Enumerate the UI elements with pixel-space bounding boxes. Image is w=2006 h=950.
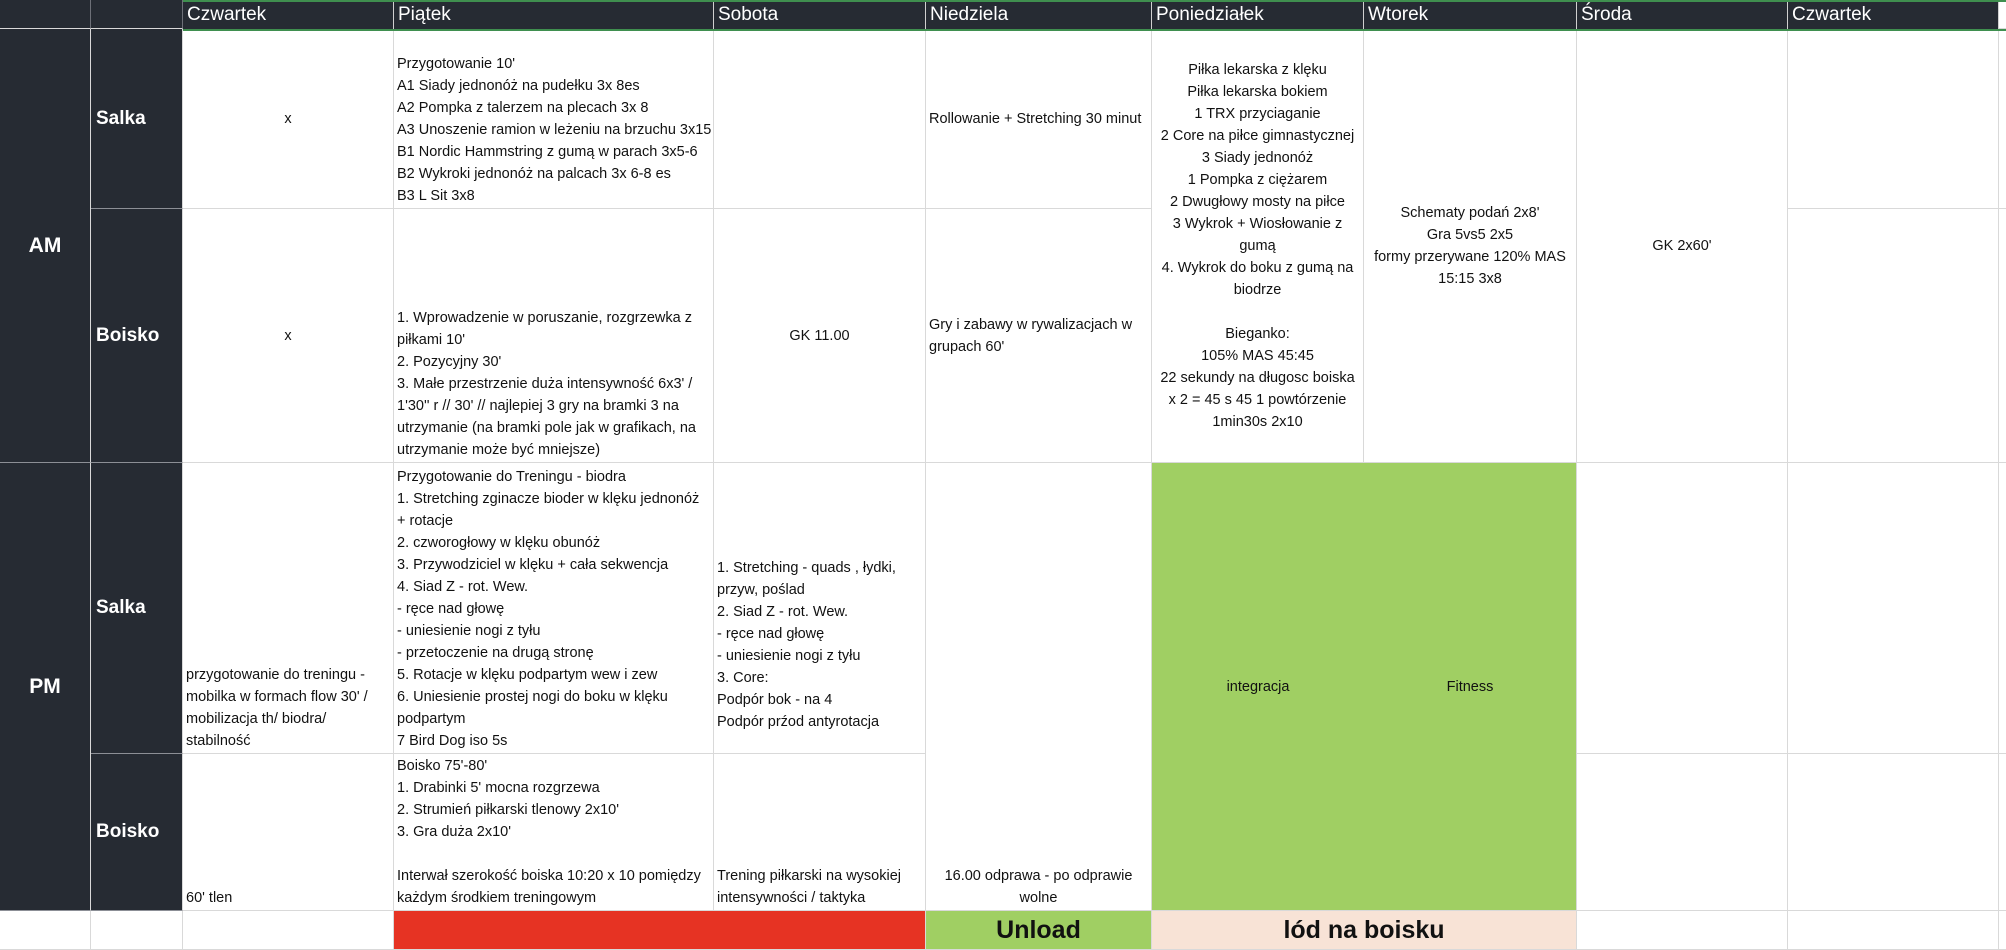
footer-empty-2[interactable] — [91, 911, 183, 950]
header-piatek[interactable]: Piątek — [394, 0, 714, 29]
cell-line: 1. Drabinki 5' mocna rozgrzewa — [397, 780, 600, 796]
footer-empty-1[interactable] — [0, 911, 91, 950]
cell-line: 15:15 3x8 — [1438, 270, 1502, 287]
cell-line: Interwał szerokość boiska 10:20 x 10 pomiędzy każdym środkiem treningowym — [397, 868, 701, 906]
cell-pm-boisko-extra[interactable] — [1999, 754, 2006, 911]
cell-line: - ręce nad głowę — [717, 626, 825, 642]
cell-line: 1min30s 2x10 — [1212, 413, 1303, 430]
cell-line: Piłka lekarska bokiem — [1187, 83, 1328, 100]
cell-line: 1. Stretching - quads , łydki, przyw, poślad — [717, 560, 896, 598]
cell-line: Gra 5vs5 2x5 — [1426, 226, 1514, 243]
cell-line: B3 L Sit 3x8 — [397, 188, 475, 204]
cell-pm-salka-czwartek-2[interactable] — [1788, 463, 1999, 754]
cell-line: Podpór bok - na 4 — [717, 692, 833, 708]
cell-line: Przygotowanie 10' — [397, 56, 516, 72]
cell-pm-boisko-sobota[interactable]: Trening piłkarski na wysokiej intensywności / taktyka — [714, 754, 926, 911]
corner-cell-2[interactable] — [91, 0, 183, 29]
cell-am-boisko-czwartek-2[interactable] — [1788, 209, 1999, 463]
cell-line: 3. Gra duża 2x10' — [397, 824, 512, 840]
cell-am-sroda[interactable]: GK 2x60' — [1577, 29, 1788, 463]
header-wtorek[interactable]: Wtorek — [1364, 0, 1577, 29]
cell-line: 3. Małe przestrzenie duża intensywność 6x3' / 1'30'' r // 30' // najlepiej 3 gry na bramki 3 na utrzymanie (na bramki pole jak w grafikach, na utrzymanie może być mniejsze) — [397, 376, 696, 458]
cell-line: 1. Wprowadzenie w poruszanie, rozgrzewka z piłkami 10' — [397, 310, 692, 348]
empty-cell[interactable] — [1999, 0, 2006, 29]
cell-am-salka-piatek[interactable] — [394, 29, 714, 209]
cell-line: B1 Nordic Hammstring z gumą w parach 3x5-6 — [397, 144, 698, 160]
header-czwartek[interactable]: Czwartek — [183, 0, 394, 29]
cell-pm-salka-sobota[interactable] — [714, 463, 926, 754]
footer-empty-10[interactable] — [1788, 911, 1999, 950]
cell-line: A3 Unoszenie ramion w leżeniu na brzuchu 3x15 — [397, 122, 712, 138]
cell-pm-czwartek[interactable] — [183, 463, 394, 754]
cell-am-boisko-niedziela[interactable]: Gry i zabawy w rywalizacjach w grupach 60' — [926, 209, 1152, 463]
cell-pm-boisko-czwartek[interactable]: 60' tlen — [183, 754, 394, 911]
header-sobota[interactable]: Sobota — [714, 0, 926, 29]
cell-line: - uniesienie nogi z tyłu — [397, 623, 541, 639]
cell-am-wtorek[interactable] — [1364, 29, 1577, 463]
cell-line: Piłka lekarska z klęku — [1188, 61, 1327, 78]
cell-line: formy przerywane 120% MAS — [1374, 248, 1566, 265]
cell-line: A2 Pompka z talerzem na plecach 3x 8 — [397, 100, 649, 116]
cell-line: 2 Core na piłce gimnastycznej — [1160, 127, 1355, 144]
row-label-pm-salka[interactable]: Salka — [91, 463, 183, 754]
cell-line: Boisko 75'-80' — [397, 758, 488, 774]
cell-line: 4. Wykrok do boku z gumą na biodrze — [1161, 259, 1354, 298]
footer-empty-3[interactable] — [183, 911, 394, 950]
cell-line: 1 Pompka z ciężarem — [1187, 171, 1328, 188]
header-top-border — [183, 0, 2006, 2]
header-sroda[interactable]: Środa — [1577, 0, 1788, 29]
cell-am-salka-sobota[interactable] — [714, 29, 926, 209]
cell-am-poniedzialek[interactable] — [1152, 29, 1364, 463]
cell-pm-boisko-sroda[interactable] — [1577, 754, 1788, 911]
cell-line: 2. Pozycyjny 30' — [397, 354, 502, 370]
cell-line: - ręce nad głowę — [397, 601, 505, 617]
cell-pm-niedziela[interactable]: 16.00 odprawa - po odprawie wolne — [926, 463, 1152, 911]
cell-line: Podpór prźod antyrotacja — [717, 714, 880, 730]
cell-line: 4. Siad Z - rot. Wew. — [397, 579, 529, 595]
cell-line — [1255, 301, 1259, 323]
cell-am-boisko-extra[interactable] — [1999, 209, 2006, 463]
cell-line: 3 Wykrok + Wiosłowanie z gumą — [1172, 215, 1343, 254]
cell-line: 2. Siad Z - rot. Wew. — [717, 604, 849, 620]
header-niedziela[interactable]: Niedziela — [926, 0, 1152, 29]
cell-am-salka-niedziela[interactable]: Rollowanie + Stretching 30 minut — [926, 29, 1152, 209]
cell-line: 5. Rotacje w klęku podpartym wew i zew — [397, 667, 658, 683]
cell-line — [397, 843, 401, 865]
cell-line: 3. Przywodziciel w klęku + cała sekwencja — [397, 557, 669, 573]
cell-pm-salka-sroda[interactable] — [1577, 463, 1788, 754]
cell-pm-wtorek[interactable]: Fitness — [1364, 463, 1577, 911]
cell-am-boisko-sobota[interactable]: GK 11.00 — [714, 209, 926, 463]
cell-line: 2. Strumień piłkarski tlenowy 2x10' — [397, 802, 619, 818]
footer-empty-9[interactable] — [1577, 911, 1788, 950]
cell-line: 2 Dwugłowy mosty na piłce — [1170, 193, 1345, 210]
cell-line: A1 Siady jednonóż na pudełku 3x 8es — [397, 78, 640, 94]
cell-line: 7 Bird Dog iso 5s — [397, 733, 508, 749]
footer-lod-na-boisku[interactable]: lód na boisku — [1152, 911, 1577, 950]
cell-line: - przetoczenie na drugą stronę — [397, 645, 594, 661]
cell-line: Bieganko: — [1225, 325, 1290, 342]
row-label-pm-boisko[interactable]: Boisko — [91, 754, 183, 911]
cell-am-salka-czwartek[interactable]: x — [183, 29, 394, 209]
cell-line: Przygotowanie do Treningu - biodra — [397, 469, 626, 485]
cell-am-boisko-piatek[interactable] — [394, 209, 714, 463]
cell-line: 1 TRX przyciaganie — [1194, 105, 1321, 122]
cell-pm-salka-extra[interactable] — [1999, 463, 2006, 754]
period-am[interactable]: AM — [0, 29, 91, 463]
header-poniedzialek[interactable]: Poniedziałek — [1152, 0, 1364, 29]
cell-line: 2. czworogłowy w klęku obunóż — [397, 535, 601, 551]
cell-pm-boisko-piatek[interactable] — [394, 754, 714, 911]
cell-am-salka-extra[interactable] — [1999, 29, 2006, 209]
cell-line: 105% MAS 45:45 — [1201, 347, 1314, 364]
header-bottom-border — [183, 29, 2006, 31]
cell-pm-salka-piatek[interactable] — [394, 463, 714, 754]
cell-line: 3. Core: — [717, 670, 769, 686]
cell-line: Schematy podań 2x8' — [1400, 204, 1540, 221]
cell-line: 6. Uniesienie prostej nogi do boku w klęku podpartym — [397, 689, 668, 727]
cell-pm-boisko-czwartek-2[interactable] — [1788, 754, 1999, 911]
row-label-am-salka[interactable]: Salka — [91, 29, 183, 209]
footer-unload[interactable]: Unload — [926, 911, 1152, 950]
cell-line: 1. Stretching zginacze bioder w klęku jednonóż + rotacje — [397, 491, 700, 529]
cell-line: 22 sekundy na długosc boiska x 2 = 45 s 45 1 powtórzenie — [1160, 369, 1355, 408]
cell-line: - uniesienie nogi z tyłu — [717, 648, 861, 664]
period-pm[interactable]: PM — [0, 463, 91, 911]
header-czwartek-2[interactable]: Czwartek — [1788, 0, 1999, 29]
footer-empty-11[interactable] — [1999, 911, 2006, 950]
row-label-am-boisko[interactable]: Boisko — [91, 209, 183, 463]
corner-cell[interactable] — [0, 0, 91, 29]
cell-am-salka-czwartek-2[interactable] — [1788, 29, 1999, 209]
footer-red-bar[interactable] — [394, 911, 926, 950]
cell-pm-poniedzialek[interactable]: integracja — [1152, 463, 1364, 911]
cell-line: przygotowanie do treningu - mobilka w formach flow 30' / mobilizacja th/ biodra/ stabilność — [186, 667, 368, 749]
cell-line: 3 Siady jednonóż — [1201, 149, 1314, 166]
cell-am-boisko-czwartek[interactable]: x — [183, 209, 394, 463]
cell-line: B2 Wykroki jednonóż na palcach 3x 6-8 es — [397, 166, 671, 182]
